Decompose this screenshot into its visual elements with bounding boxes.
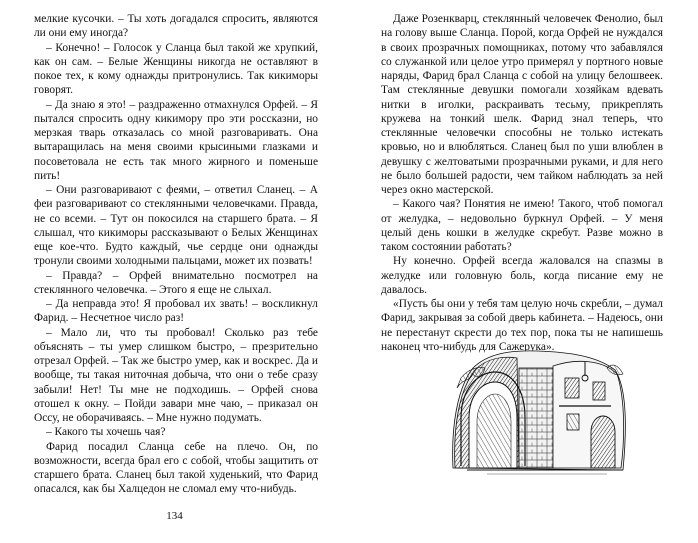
paragraph: – Мало ли, что ты пробовал! Сколько раз тебе объяснять – ты умер слишком быстро, – презрительно отрезал Орфей. – Так же быстро умер, как и воскрес. Да и вообще, ты такая ниточная добыча, что они о тебе сразу забыли! Нет! Ты мне не подходишь. – Орфей снова отошел к окну. – Пойди завари мне чаю, – приказал он Оссу, не оборачиваясь. – Мне нужно подумать. (34, 326, 318, 424)
paragraph: – Правда? – Орфей внимательно посмотрел на стеклянного человечка. – Этого я еще не слыхал. (34, 269, 318, 296)
paragraph: – Какого чая? Понятия не имею! Такого, чтоб помогал от желудка, – недовольно буркнул Орфей. – У меня целый день кошки в желудке скребут. Разве можно в таком состоянии работать? (381, 198, 663, 253)
paragraph: мелкие кусочки. – Ты хоть догадался спросить, являются ли они ему иногда? (34, 13, 318, 40)
paragraph: – Какого ты хочешь чая? (46, 426, 166, 439)
page-number: 134 (166, 510, 183, 522)
right-page (349, 0, 698, 543)
paragraph: Ну конечно. Орфей всегда жаловался на спазмы в желудке или головную боль, когда писание ему не давалось. (381, 255, 663, 296)
paragraph: Фарид посадил Сланца себе на плечо. Он, по возможности, всегда брал его с собой, чтобы защитить от старшего брата. Сланец был такой худенький, что Фарид опасался, как бы Халцедон не сломал ему что-нибудь. (34, 440, 318, 496)
paragraph: – Да знаю я это! – раздраженно отмахнулся Орфей. – Я пытался спросить одну кикимору про эти россказни, но мерзкая тварь отказалась со мной разговаривать. Она вытаращилась на меня своими крысиными глазками и посоветовала не есть так много жирного и поменьше пить! (34, 98, 318, 182)
paragraph: – Да неправда это! Я пробовал их звать! – воскликнул Фарид. – Несчетное число раз! (34, 298, 318, 325)
street-archway-illustration (447, 348, 629, 478)
right-text-column (381, 12, 663, 354)
paragraph: Даже Розенкварц, стеклянный человечек Фенолио, был на голову выше Сланца. Порой, когда Орфей не нуждался в своих прозрачных помощниках, потому что забавлялся со служанкой или целое утро примерял у портного новые наряды, Фарид брал Сланца с собой на улицу белошвеек. Там стеклянные девушки помогали хозяйкам вдевать нитки в иголки, раскраивать тесьму, прикреплять кружева на тонкий шелк. Фарид знал теперь, что стеклянные человечки способны не только истекать кровью, но и влюбляться. Сланец был по уши влюблен в девушку с желтоватыми прозрачными руками, и для него не было большей радости, чем тайком наблюдать за ней через окно мастерской. (381, 13, 663, 196)
paragraph: – Конечно! – Голосок у Сланца был такой же хрупкий, как он сам. – Белые Женщины никогда не оставляют в покое тех, к кому однажды притронулись. Так кикиморы говорят. (34, 41, 318, 97)
left-text-column (34, 12, 318, 497)
paragraph: – Они разговаривают с феями, – ответил Сланец. – А феи разговаривают со стеклянными человечками. Правда, не со всеми. – Тут он покосился на старшего брата. – Я слышал, что кикиморы рассказывают о Белых Женщинах еще кое-что. Будто каждый, чье сердце они однажды тронули своими холодными пальцами, может их позвать! (34, 184, 318, 268)
paragraph: «Пусть бы они у тебя там целую ночь скребли, – думал Фарид, закрывая за собой дверь кабинета. – Надеюсь, они не перестанут скрести до тех пор, пока ты не напишешь наконец что-нибудь для Сажерука». (381, 298, 663, 353)
